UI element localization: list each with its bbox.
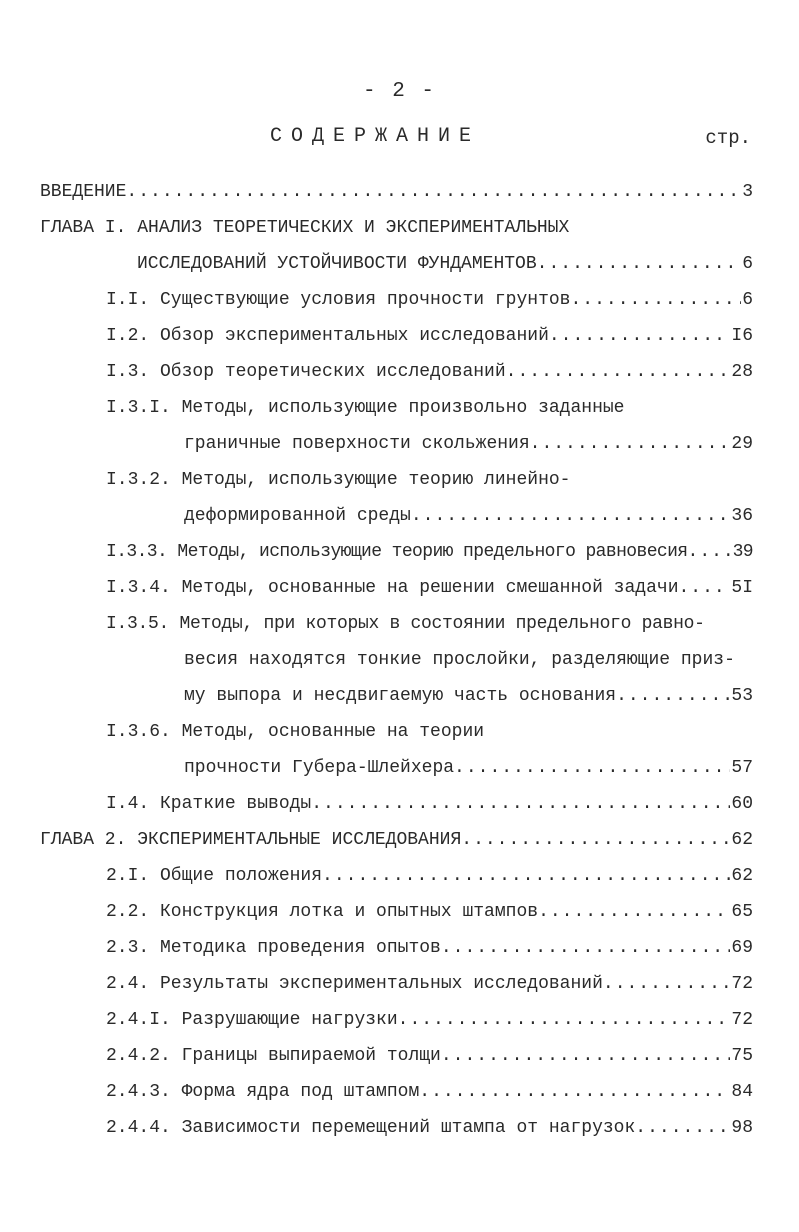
toc-entry-page: 65	[731, 902, 753, 922]
toc-entry	[137, 249, 753, 279]
toc-entry-text: 2.I. Общие положения	[106, 866, 323, 886]
toc-entry	[106, 1113, 753, 1143]
toc-entry-text: весия находятся тонкие прослойки, разделяющие приз-	[184, 650, 735, 670]
toc-entry	[106, 789, 753, 819]
toc-dot-leader	[322, 861, 730, 891]
toc-entry-text: деформированной среды	[184, 506, 411, 526]
toc-entry	[40, 213, 569, 243]
toc-entry-page: 5I	[731, 578, 753, 598]
toc-entry-page: 6	[742, 254, 753, 274]
toc-entry	[184, 429, 753, 459]
toc-entry-page: 62	[731, 830, 753, 850]
page-number: - 2 -	[362, 80, 436, 103]
toc-entry-text: ВВЕДЕНИЕ	[40, 182, 127, 202]
toc-entry	[106, 1041, 753, 1071]
toc-entry	[184, 645, 735, 675]
toc-entry-text: I.I. Существующие условия прочности грунтов	[106, 290, 571, 310]
toc-entry-text: 2.2. Конструкция лотка и опытных штампов	[106, 902, 539, 922]
toc-entry-page: 69	[731, 938, 753, 958]
toc-entry-page: 6	[742, 290, 753, 310]
toc-entry-page: 98	[731, 1118, 753, 1138]
toc-entry-text: 2.4.I. Разрушающие нагрузки	[106, 1010, 398, 1030]
toc-entry	[106, 321, 753, 351]
toc-entry-text: I.3. Обзор теоретических исследований	[106, 362, 506, 382]
toc-entry	[106, 861, 753, 891]
toc-entry	[106, 1077, 753, 1107]
toc-entry-text: му выпора и несдвигаемую часть основания	[184, 686, 617, 706]
toc-entry-page: 36	[731, 506, 753, 526]
toc-entry	[184, 501, 753, 531]
toc-entry-text: ГЛАВА I. АНАЛИЗ ТЕОРЕТИЧЕСКИХ И ЭКСПЕРИМЕНТАЛЬНЫХ	[40, 218, 570, 238]
toc-entry-text: прочности Губера-Шлейхера	[184, 758, 455, 778]
toc-entry-page: 72	[731, 974, 753, 994]
toc-entry-text: ИССЛЕДОВАНИЙ УСТОЙЧИВОСТИ ФУНДАМЕНТОВ	[137, 254, 537, 274]
toc-entry-text: I.3.6. Методы, основанные на теории	[106, 722, 485, 742]
toc-dot-leader	[570, 285, 741, 315]
toc-entry-page: 29	[731, 434, 753, 454]
toc-dot-leader	[616, 681, 730, 711]
toc-entry	[106, 717, 484, 747]
toc-dot-leader	[411, 501, 731, 531]
toc-entry-text: 2.4.2. Границы выпираемой толщи	[106, 1046, 441, 1066]
toc-entry	[106, 537, 753, 567]
page-title: СОДЕРЖАНИЕ	[269, 125, 481, 148]
toc-entry	[106, 285, 753, 315]
toc-entry	[184, 753, 753, 783]
toc-entry	[106, 465, 570, 495]
toc-entry-page: 57	[731, 758, 753, 778]
toc-entry-page: 72	[731, 1010, 753, 1030]
toc-dot-leader	[461, 825, 730, 855]
toc-entry-page: 60	[731, 794, 753, 814]
toc-dot-leader	[688, 537, 732, 567]
toc-entry-page: 84	[731, 1082, 753, 1102]
toc-entry-page: 28	[731, 362, 753, 382]
toc-dot-leader	[441, 1041, 731, 1071]
toc-entry	[106, 609, 705, 639]
toc-dot-leader	[530, 429, 731, 459]
toc-entry-page: 75	[731, 1046, 753, 1066]
toc-dot-leader	[398, 1005, 731, 1035]
toc-entry-page: 53	[731, 686, 753, 706]
toc-entry-text: I.3.3. Методы, использующие теорию предельного равновесия	[106, 542, 688, 562]
toc-entry-text: I.3.4. Методы, основанные на решении смешанной задачи	[106, 578, 679, 598]
toc-entry	[184, 681, 753, 711]
toc-entry	[106, 897, 753, 927]
toc-dot-leader	[635, 1113, 730, 1143]
toc-entry-text: I.3.2. Методы, использующие теорию линейно-	[106, 470, 571, 490]
toc-entry	[106, 933, 753, 963]
toc-entry	[40, 825, 753, 855]
toc-entry-text: 2.4.4. Зависимости перемещений штампа от нагрузок	[106, 1118, 636, 1138]
toc-entry-page: 3	[742, 182, 753, 202]
toc-dot-leader	[679, 573, 731, 603]
toc-dot-leader	[419, 1077, 730, 1107]
toc-entry-text: I.4. Краткие выводы	[106, 794, 312, 814]
toc-dot-leader	[538, 897, 730, 927]
toc-dot-leader	[126, 177, 741, 207]
toc-dot-leader	[537, 249, 742, 279]
toc-entry-page: 62	[731, 866, 753, 886]
toc-entry	[106, 1005, 753, 1035]
toc-entry	[106, 393, 624, 423]
toc-dot-leader	[311, 789, 730, 819]
toc-dot-leader	[549, 321, 731, 351]
toc-entry-text: 2.3. Методика проведения опытов	[106, 938, 441, 958]
toc-entry-text: I.2. Обзор экспериментальных исследований	[106, 326, 549, 346]
toc-entry	[106, 969, 753, 999]
toc-entry-text: I.3.5. Методы, при которых в состоянии предельного равно-	[106, 614, 705, 634]
toc-dot-leader	[603, 969, 731, 999]
toc-dot-leader	[441, 933, 731, 963]
toc-entry-text: ГЛАВА 2. ЭКСПЕРИМЕНТАЛЬНЫЕ ИССЛЕДОВАНИЯ	[40, 830, 462, 850]
toc-entry-text: 2.4.3. Форма ядра под штампом	[106, 1082, 420, 1102]
toc-dot-leader	[506, 357, 731, 387]
toc-entry	[106, 573, 753, 603]
toc-entry-text: I.3.I. Методы, использующие произвольно заданные	[106, 398, 625, 418]
toc-dot-leader	[454, 753, 730, 783]
toc-entry	[40, 177, 753, 207]
page-column-label: стр.	[705, 127, 751, 149]
toc-entry-page: 39	[732, 542, 753, 562]
toc-entry	[106, 357, 753, 387]
toc-entry-page: I6	[731, 326, 753, 346]
toc-entry-text: 2.4. Результаты экспериментальных исследований	[106, 974, 603, 994]
toc-entry-text: граничные поверхности скольжения	[184, 434, 530, 454]
